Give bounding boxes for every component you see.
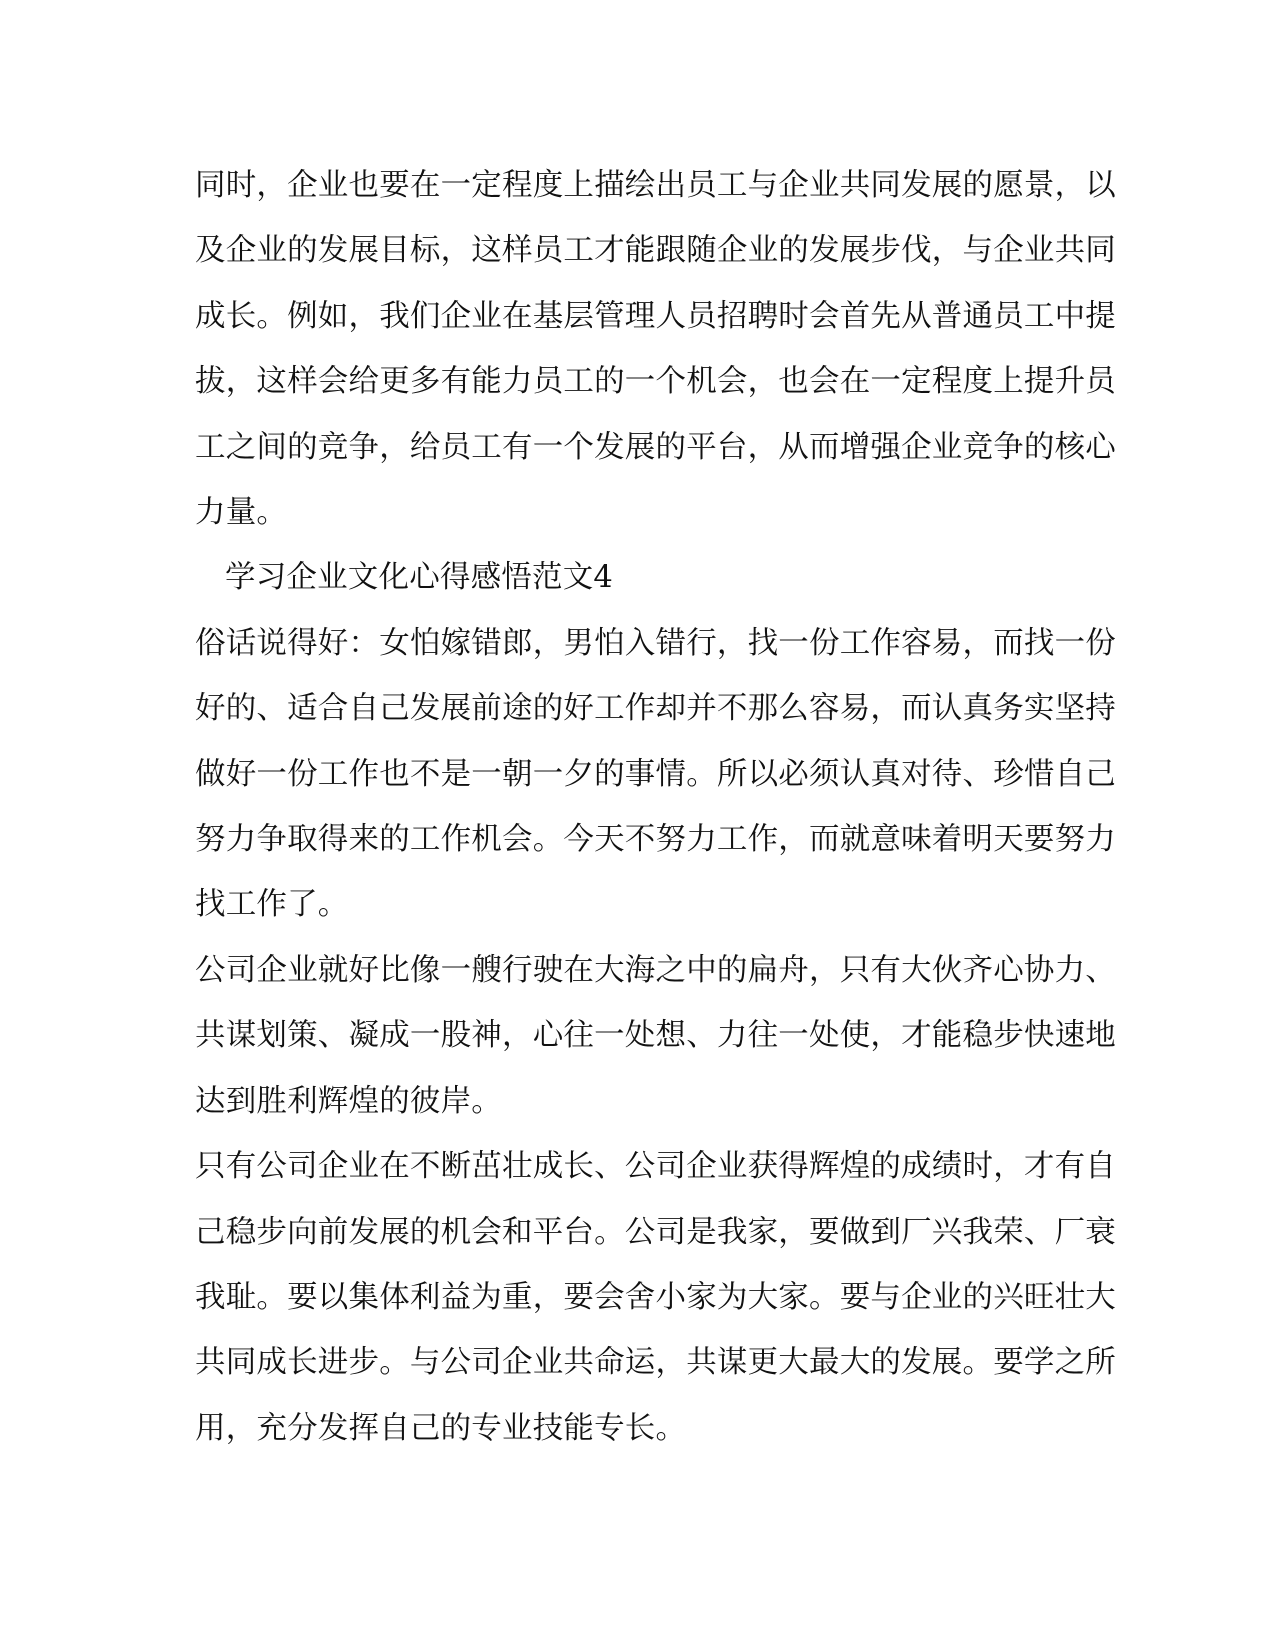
- text-line: 只有公司企业在不断茁壮成长、公司企业获得辉煌的成绩时，才有自: [195, 1149, 1116, 1185]
- text-line: 成长。例如，我们企业在基层管理人员招聘时会首先从普通员工中提: [195, 298, 1116, 334]
- paragraph-enterprise-vision: [195, 153, 1116, 545]
- paragraph-boat-metaphor: [195, 938, 1116, 1134]
- text-line: 同时，企业也要在一定程度上描绘出员工与企业共同发展的愿景，以: [195, 168, 1116, 203]
- text-line: 用，充分发挥自己的专业技能专长。: [195, 1410, 687, 1446]
- text-line: 工之间的竞争，给员工有一个发展的平台，从而增强企业竞争的核心: [195, 429, 1116, 465]
- text-line: 我耻。要以集体利益为重，要会舍小家为大家。要与企业的兴旺壮大: [195, 1279, 1116, 1315]
- text-line: 达到胜利辉煌的彼岸。: [195, 1083, 502, 1119]
- text-line: 努力争取得来的工作机会。今天不努力工作，而就意味着明天要努力: [195, 822, 1116, 858]
- paragraph-company-growth: [195, 1134, 1116, 1461]
- paragraph-proverb: [195, 611, 1116, 938]
- text-line: 己稳步向前发展的机会和平台。公司是我家，要做到厂兴我荣、厂衰: [195, 1214, 1116, 1250]
- text-line: 共同成长进步。与公司企业共命运，共谋更大最大的发展。要学之所: [195, 1345, 1116, 1381]
- text-line: 力量。: [195, 495, 288, 531]
- text-line: 共谋划策、凝成一股神，心往一处想、力往一处使，才能稳步快速地: [195, 1018, 1116, 1054]
- section-heading: 学习企业文化心得感悟范文4: [225, 560, 614, 596]
- text-line: 俗话说得好：女怕嫁错郎，男怕入错行，找一份工作容易，而找一份: [195, 625, 1116, 661]
- text-line: 做好一份工作也不是一朝一夕的事情。所以必须认真对待、珍惜自己: [195, 756, 1116, 792]
- text-line: 拔，这样会给更多有能力员工的一个机会，也会在一定程度上提升员: [195, 364, 1116, 400]
- document-body: [195, 153, 1116, 1461]
- text-line: 及企业的发展目标，这样员工才能跟随企业的发展步伐，与企业共同: [195, 233, 1116, 269]
- text-line: 公司企业就好比像一艘行驶在大海之中的扁舟，只有大伙齐心协力、: [195, 952, 1116, 988]
- text-line: 找工作了。: [195, 887, 349, 923]
- text-line: 好的、适合自己发展前途的好工作却并不那么容易，而认真务实坚持: [195, 691, 1116, 727]
